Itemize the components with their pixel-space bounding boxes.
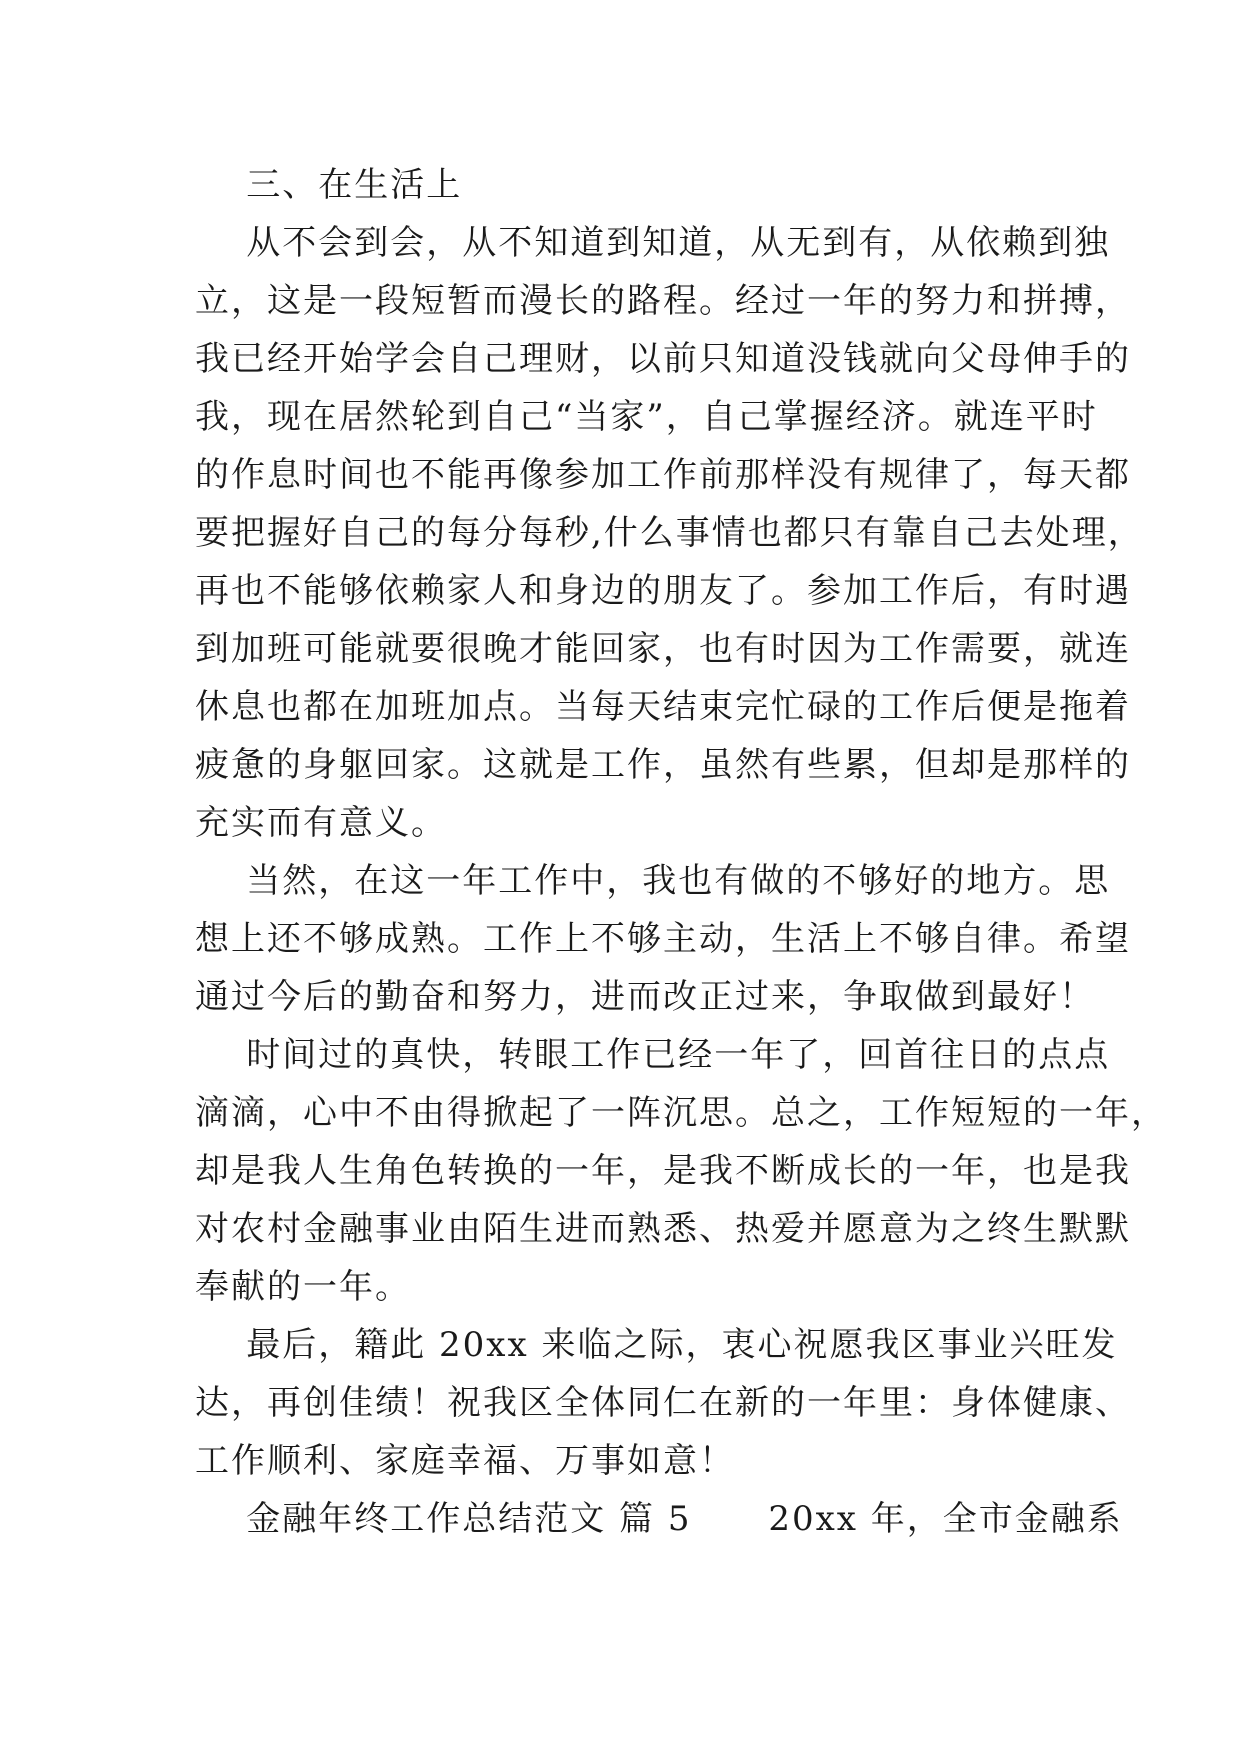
text-line: 当然，在这一年工作中，我也有做的不够好的地方。思 <box>195 861 1111 901</box>
text-line: 我已经开始学会自己理财，以前只知道没钱就向父母伸手的 <box>195 339 1131 379</box>
text-line: 充实而有意义。 <box>195 803 447 843</box>
text-line: 金融年终工作总结范文 篇 5 20xx 年，全市金融系 <box>195 1499 1123 1539</box>
text-line: 到加班可能就要很晚才能回家，也有时因为工作需要，就连 <box>195 629 1131 669</box>
text-line: 休息也都在加班加点。当每天结束完忙碌的工作后便是拖着 <box>195 687 1131 727</box>
text-line: 想上还不够成熟。工作上不够主动，生活上不够自律。希望 <box>195 919 1131 959</box>
text-line: 要把握好自己的每分每秒,什么事情也都只有靠自己去处理， <box>195 513 1144 553</box>
text-line: 却是我人生角色转换的一年，是我不断成长的一年，也是我 <box>195 1151 1131 1191</box>
text-line: 的作息时间也不能再像参加工作前那样没有规律了，每天都 <box>195 455 1131 495</box>
text-line: 达，再创佳绩！祝我区全体同仁在新的一年里：身体健康、 <box>195 1383 1131 1423</box>
text-line: 最后，籍此 20xx 来临之际，衷心祝愿我区事业兴旺发 <box>195 1325 1118 1365</box>
text-line: 从不会到会，从不知道到知道，从无到有，从依赖到独 <box>195 223 1111 263</box>
text-line: 对农村金融事业由陌生进而熟悉、热爱并愿意为之终生默默 <box>195 1209 1131 1249</box>
text-line: 通过今后的勤奋和努力，进而改正过来，争取做到最好！ <box>195 977 1095 1017</box>
text-line: 疲惫的身躯回家。这就是工作，虽然有些累，但却是那样的 <box>195 745 1131 785</box>
text-line: 奉献的一年。 <box>195 1267 411 1307</box>
text-line: 再也不能够依赖家人和身边的朋友了。参加工作后，有时遇 <box>195 571 1131 611</box>
text-line: 我，现在居然轮到自己“当家”，自己掌握经济。就连平时 <box>195 397 1098 437</box>
text-line: 滴滴，心中不由得掀起了一阵沉思。总之，工作短短的一年， <box>195 1093 1167 1133</box>
text-line: 立，这是一段短暂而漫长的路程。经过一年的努力和拼搏， <box>195 281 1131 321</box>
text-line: 工作顺利、家庭幸福、万事如意！ <box>195 1441 735 1481</box>
text-line: 三、在生活上 <box>195 165 463 205</box>
text-line: 时间过的真快，转眼工作已经一年了，回首往日的点点 <box>195 1035 1111 1075</box>
